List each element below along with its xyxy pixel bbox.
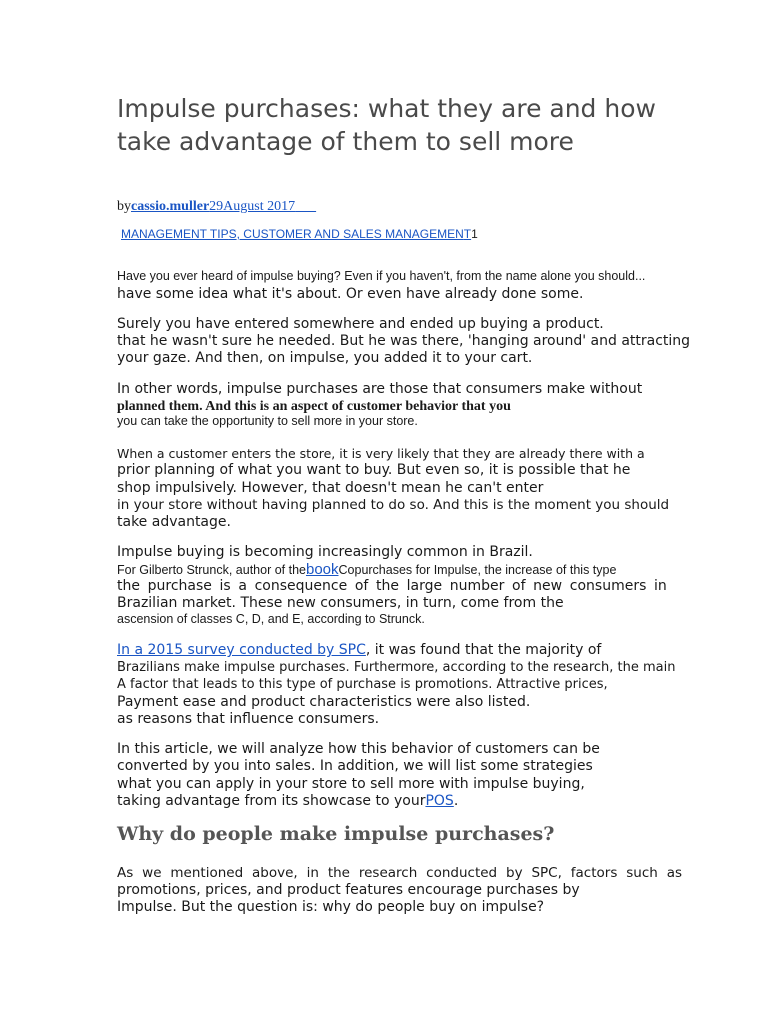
p7-line3: what you can apply in your store to sell more with impulse buying, [117,776,585,792]
section-heading: Why do people make impulse purchases? [117,823,555,845]
p5-line3: the purchase is a consequence of the large number of new consumers in [117,578,667,594]
p6-line1: In a 2015 survey conducted by SPC, it was found that the majority of [117,642,602,658]
p6-line5: as reasons that influence consumers. [117,711,380,727]
p4-line1: When a customer enters the store, it is very likely that they are already there with a [117,446,645,461]
p8-line2: promotions, prices, and product features encourage purchases by [117,882,580,898]
p7-line2: converted by you into sales. In addition, we will list some strategies [117,758,593,774]
p2-line2: that he wasn't sure he needed. But he was there, 'hanging around' and attracting [117,333,691,349]
p3-line2: planned them. And this is an aspect of customer behavior that you [117,399,511,414]
p1-line2: have some idea what it's about. Or even have already done some. [117,286,584,302]
p5-line1: Impulse buying is becoming increasingly common in Brazil. [117,544,533,560]
comment-count: 1 [471,227,478,241]
author-link[interactable]: cassio.muller [131,199,210,214]
category-management-tips[interactable]: MANAGEMENT TIP [121,227,229,241]
byline [117,199,316,215]
p4-line4: in your store without having planned to do so. And this is the moment you should [117,497,670,513]
p6-line4: Payment ease and product characteristics were also listed. [117,694,531,710]
p7-line1: In this article, we will analyze how this behavior of customers can be [117,741,600,757]
p4-line2: prior planning of what you want to buy. But even so, it is possible that he [117,462,631,478]
p5-line2: For Gilberto Strunck, author of thebookCopurchases for Impulse, the increase of this type [117,561,617,578]
category-separator: , [236,227,240,241]
p6-line3: A factor that leads to this type of purchase is promotions. Attractive prices, [117,677,608,692]
p7-line4: taking advantage from its showcase to yourPOS. [117,793,459,809]
p8-line1: As we mentioned above, in the research conducted by SPC, factors such as [117,865,683,881]
p5-line5: ascension of classes C, D, and E, according to Strunck. [117,612,425,626]
p1-line1: Have you ever heard of impulse buying? Even if you haven't, from the name alone you should... [117,269,646,283]
p2-line3: your gaze. And then, on impulse, you added it to your cart. [117,350,533,366]
spc-survey-link[interactable]: In a 2015 survey conducted by SPC [117,642,366,658]
book-link[interactable]: book [305,561,339,578]
p8-line3: Impulse. But the question is: why do people buy on impulse? [117,899,545,915]
p2-line1: Surely you have entered somewhere and ended up buying a product. [117,316,604,332]
categories [121,227,478,241]
category-customer-sales[interactable]: CUSTOMER AND SALES MANAGEMEN [239,227,464,241]
pos-link[interactable]: POS [425,793,454,809]
p4-line3: shop impulsively. However, that doesn't mean he can't enter [117,480,544,496]
byline-prefix: by [117,199,131,214]
p6-line2: Brazilians make impulse purchases. Furthermore, according to the research, the main [117,660,676,675]
category-tail-2: T [463,227,472,241]
date-link[interactable]: 29August 2017 [209,199,296,214]
p3-line1: In other words, impulse purchases are those that consumers make without [117,381,643,397]
category-tail-1: S [228,227,237,241]
article-title: Impulse purchases: what they are and how take advantage of them to sell more [117,94,656,156]
p3-line3: you can take the opportunity to sell more in your store. [117,414,418,428]
p5-line4: Brazilian market. These new consumers, in turn, come from the [117,595,564,611]
p4-line5: take advantage. [117,514,231,530]
